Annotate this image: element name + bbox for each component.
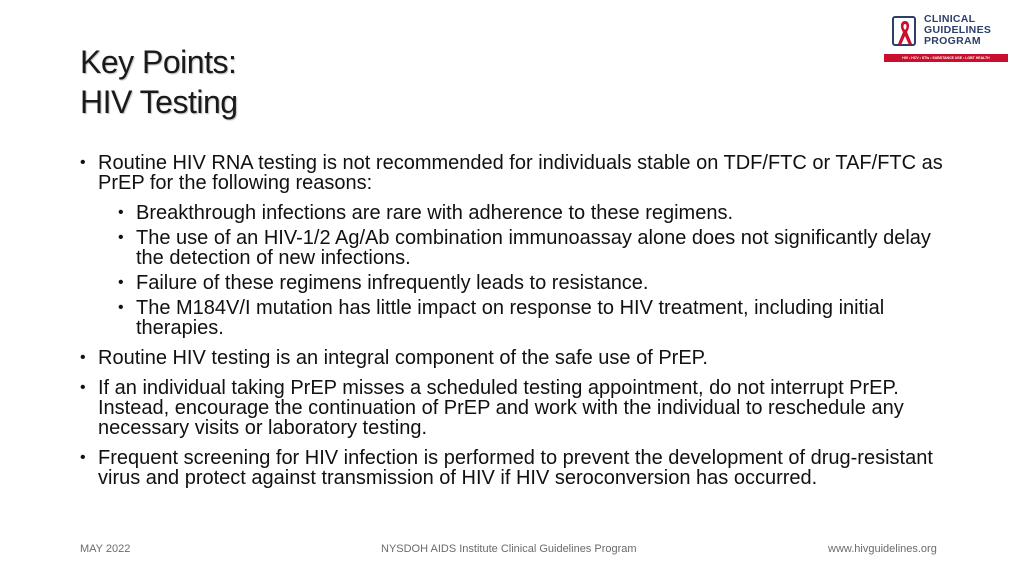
slide-title: [80, 42, 238, 122]
bullet-text: Routine HIV RNA testing is not recommended for individuals stable on TDF/FTC or TAF/FTC as PrEP for the following reasons:: [98, 152, 943, 194]
bullet-dot-icon: •: [80, 449, 86, 466]
red-ribbon-icon: [894, 18, 916, 46]
title-line-2: HIV Testing: [80, 84, 238, 120]
sub-bullet-text: The M184V/I mutation has little impact on response to HIV treatment, including initial therapies.: [136, 297, 885, 339]
list-item: [118, 228, 960, 268]
bullet-dot-icon: •: [80, 349, 86, 366]
list-item: [80, 378, 960, 438]
bullet-text: Frequent screening for HIV infection is performed to prevent the development of drug-resistant virus and protect against transmission of HIV if HIV seroconversion has occurred.: [98, 447, 933, 489]
sub-bullet-text: Breakthrough infections are rare with adherence to these regimens.: [136, 202, 734, 224]
logo-wordmark: [924, 14, 991, 47]
sub-bullet-text: Failure of these regimens infrequently leads to resistance.: [136, 272, 649, 294]
bullet-text: Routine HIV testing is an integral component of the safe use of PrEP.: [98, 347, 708, 369]
bullet-dot-icon: •: [118, 299, 124, 316]
bullet-dot-icon: •: [80, 379, 86, 396]
title-line-1: Key Points:: [80, 44, 237, 80]
logo-line-2: GUIDELINES: [924, 24, 992, 36]
list-item: [118, 273, 960, 293]
bullet-text: If an individual taking PrEP misses a scheduled testing appointment, do not interrupt PrEP. Instead, encourage the continuation of PrEP and work with the individual to reschedule any necessary visits or laboratory testing.: [98, 377, 904, 439]
logo-line-3: PROGRAM: [924, 35, 981, 47]
list-item: [80, 348, 960, 368]
bullet-list: [80, 153, 960, 498]
footer-program: NYSDOH AIDS Institute Clinical Guidelines Program: [381, 543, 637, 555]
bullet-dot-icon: •: [118, 204, 124, 221]
logo-tagline: HIV • HCV • STIs • SUBSTANCE USE • LGBT HEALTH: [884, 54, 1008, 62]
list-item: [118, 298, 960, 338]
logo-line-1: CLINICAL: [924, 13, 976, 25]
list-item: [80, 153, 960, 193]
bullet-dot-icon: •: [80, 154, 86, 171]
clinical-guidelines-program-logo: [884, 12, 1008, 64]
sub-bullet-text: The use of an HIV-1/2 Ag/Ab combination immunoassay alone does not significantly delay the detection of new infections.: [136, 227, 931, 269]
list-item: [118, 203, 960, 223]
list-item: [80, 448, 960, 488]
footer-url: www.hivguidelines.org: [828, 543, 937, 555]
footer-date: MAY 2022: [80, 543, 131, 555]
sub-bullet-list: [80, 203, 960, 338]
bullet-dot-icon: •: [118, 274, 124, 291]
bullet-dot-icon: •: [118, 229, 124, 246]
